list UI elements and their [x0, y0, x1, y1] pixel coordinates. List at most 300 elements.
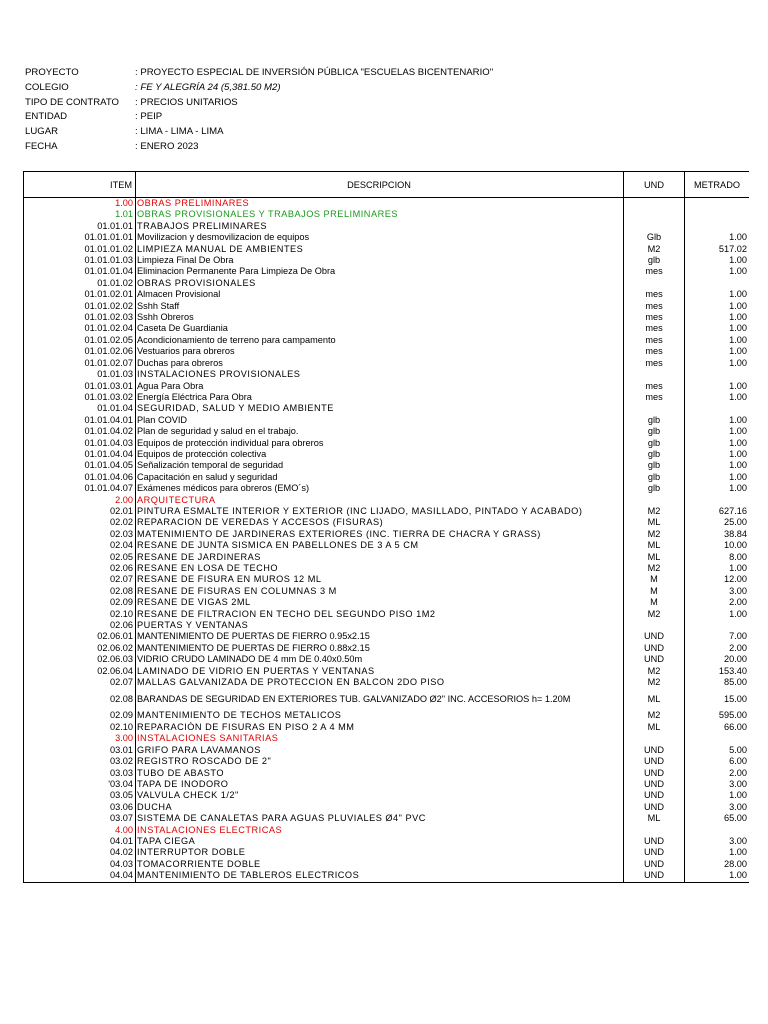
unit-cell: ML [624, 540, 685, 551]
table-row [24, 244, 750, 255]
description-cell: RESANE DE FILTRACION EN TECHO DEL SEGUNDO PISO 1M2 [136, 609, 624, 620]
metrado-cell: 153.40 [685, 666, 750, 677]
metrado-cell: 1.00 [685, 460, 750, 471]
metrado-cell [685, 825, 750, 836]
item-cell: 02.10 [24, 609, 136, 620]
item-cell: 01.01.01.01 [24, 232, 136, 243]
unit-cell: UND [624, 756, 685, 767]
metrado-cell [685, 369, 750, 380]
description-cell: PINTURA ESMALTE INTERIOR Y EXTERIOR (INC LIJADO, MASILLADO, PINTADO Y ACABADO) [136, 506, 624, 517]
unit-cell [624, 403, 685, 414]
unit-cell: ML [624, 552, 685, 563]
header-row [25, 66, 493, 81]
unit-cell: M2 [624, 609, 685, 620]
unit-cell: UND [624, 654, 685, 665]
item-cell: 03.01 [24, 745, 136, 756]
description-cell: Caseta De Guardiania [136, 323, 624, 334]
description-cell: Plan COVID [136, 415, 624, 426]
unit-cell: UND [624, 836, 685, 847]
unit-cell: M [624, 586, 685, 597]
unit-cell: ML [624, 813, 685, 824]
metrado-cell: 1.00 [685, 415, 750, 426]
table-row [24, 438, 750, 449]
unit-cell [624, 495, 685, 506]
item-cell: 02.06.02 [24, 643, 136, 654]
item-cell: 03.07 [24, 813, 136, 824]
metrado-cell [685, 620, 750, 631]
table-row [24, 289, 750, 300]
unit-cell: mes [624, 312, 685, 323]
description-cell: REPARACION DE VEREDAS Y ACCESOS (FISURAS) [136, 517, 624, 528]
metrado-cell: 3.00 [685, 779, 750, 790]
unit-cell: glb [624, 483, 685, 494]
metrado-cell [685, 733, 750, 744]
item-cell: 02.09 [24, 597, 136, 608]
description-cell: ARQUITECTURA [136, 495, 624, 506]
unit-cell: UND [624, 745, 685, 756]
metrado-cell: 2.00 [685, 597, 750, 608]
table-row [24, 620, 750, 631]
item-cell: 01.01.02.03 [24, 312, 136, 323]
unit-cell [624, 209, 685, 220]
metrado-cell: 1.00 [685, 472, 750, 483]
table-row [24, 221, 750, 232]
description-cell: PUERTAS Y VENTANAS [136, 620, 624, 631]
metrado-cell: 1.00 [685, 232, 750, 243]
item-cell: 1.01 [24, 209, 136, 220]
item-cell: 03.06 [24, 802, 136, 813]
unit-cell: M2 [624, 244, 685, 255]
metrado-cell: 8.00 [685, 552, 750, 563]
table-row [24, 813, 750, 824]
table-row [24, 517, 750, 528]
metrado-cell: 7.00 [685, 631, 750, 642]
metrado-cell: 1.00 [685, 301, 750, 312]
metrado-cell: 6.00 [685, 756, 750, 767]
description-cell: LIMPIEZA MANUAL DE AMBIENTES [136, 244, 624, 255]
metrado-cell: 65.00 [685, 813, 750, 824]
table-row [24, 506, 750, 517]
metrado-cell [685, 209, 750, 220]
metrado-cell [685, 403, 750, 414]
unit-cell: UND [624, 802, 685, 813]
description-cell: TUBO DE ABASTO [136, 768, 624, 779]
unit-cell [624, 825, 685, 836]
description-cell: RESANE DE VIGAS 2ML [136, 597, 624, 608]
unit-cell: UND [624, 643, 685, 654]
header-row [25, 96, 493, 111]
item-cell: 02.03 [24, 529, 136, 540]
item-cell: 01.01.04.02 [24, 426, 136, 437]
unit-cell: glb [624, 449, 685, 460]
table-row [24, 643, 750, 654]
metrado-cell [685, 198, 750, 210]
header-label: TIPO DE CONTRATO [25, 96, 119, 108]
header-label: ENTIDAD [25, 111, 68, 123]
metrado-cell: 1.00 [685, 870, 750, 882]
item-cell: 03.02 [24, 756, 136, 767]
item-cell: 01.01.02.07 [24, 358, 136, 369]
item-cell: 01.01.02.04 [24, 323, 136, 334]
unit-cell: M2 [624, 666, 685, 677]
header-value: : PROYECTO ESPECIAL DE INVERSIÓN PÚBLICA "ESCUELAS BICENTENARIO" [135, 67, 494, 78]
unit-cell [624, 278, 685, 289]
description-cell: Duchas para obreros [136, 358, 624, 369]
description-cell: INTERRUPTOR DOBLE [136, 847, 624, 858]
header-value: : PEIP [135, 111, 163, 123]
description-cell: TAPA CIEGA [136, 836, 624, 847]
description-cell: RESANE EN LOSA DE TECHO [136, 563, 624, 574]
description-cell: REPARACIÓN DE FISURAS EN PISO 2 A 4 MM [136, 722, 624, 733]
table-row [24, 381, 750, 392]
metrado-cell: 28.00 [685, 859, 750, 870]
unit-cell: mes [624, 381, 685, 392]
item-cell: 01.01.02 [24, 278, 136, 289]
metrado-cell: 1.00 [685, 358, 750, 369]
description-cell: Equipos de protección individual para obreros [136, 438, 624, 449]
item-cell: 02.04 [24, 540, 136, 551]
item-cell: 04.01 [24, 836, 136, 847]
item-cell: 01.01.02.05 [24, 335, 136, 346]
item-cell: 01.01.04.05 [24, 460, 136, 471]
table-row [24, 415, 750, 426]
unit-cell: ML [624, 722, 685, 733]
metrado-cell: 3.00 [685, 836, 750, 847]
table-row [24, 209, 750, 220]
unit-cell: M2 [624, 506, 685, 517]
metrado-cell: 1.00 [685, 392, 750, 403]
metrado-cell: 66.00 [685, 722, 750, 733]
description-cell: INSTALACIONES PROVISIONALES [136, 369, 624, 380]
description-cell: Eliminacion Permanente Para Limpieza De Obra [136, 266, 624, 277]
table-row [24, 312, 750, 323]
unit-cell: ML [624, 688, 685, 710]
header-row [25, 81, 493, 96]
description-cell: RESANE DE JARDINERAS [136, 552, 624, 563]
description-cell: Limpieza Final De Obra [136, 255, 624, 266]
unit-cell: glb [624, 255, 685, 266]
metrado-cell: 1.00 [685, 323, 750, 334]
table-row [24, 768, 750, 779]
header-label: COLEGIO [25, 81, 69, 93]
header-label: PROYECTO [25, 67, 79, 78]
table-row [24, 278, 750, 289]
item-cell: 02.06.04 [24, 666, 136, 677]
table-row [24, 825, 750, 836]
unit-cell: UND [624, 768, 685, 779]
description-cell: Sshh Obreros [136, 312, 624, 323]
metrado-cell: 10.00 [685, 540, 750, 551]
table-row [24, 232, 750, 243]
item-cell: 01.01.01 [24, 221, 136, 232]
description-cell: TRABAJOS PRELIMINARES [136, 221, 624, 232]
item-cell: 01.01.02.06 [24, 346, 136, 357]
item-cell: 01.01.01.04 [24, 266, 136, 277]
item-cell: 02.06.03 [24, 654, 136, 665]
table-row [24, 802, 750, 813]
metrado-cell: 3.00 [685, 586, 750, 597]
table-row [24, 449, 750, 460]
unit-cell [624, 221, 685, 232]
unit-cell: glb [624, 460, 685, 471]
unit-cell: glb [624, 438, 685, 449]
unit-cell: mes [624, 392, 685, 403]
unit-cell: UND [624, 790, 685, 801]
metrado-cell: 1.00 [685, 847, 750, 858]
metrado-cell: 3.00 [685, 802, 750, 813]
description-cell: INSTALACIONES ELECTRICAS [136, 825, 624, 836]
description-cell: LAMINADO DE VIDRIO EN PUERTAS Y VENTANAS [136, 666, 624, 677]
table-row [24, 529, 750, 540]
item-cell: 02.06.01 [24, 631, 136, 642]
table-row [24, 323, 750, 334]
item-cell: 2.00 [24, 495, 136, 506]
item-cell: 03.03 [24, 768, 136, 779]
metrado-cell: 2.00 [685, 643, 750, 654]
item-cell: 01.01.02.02 [24, 301, 136, 312]
item-cell: 04.02 [24, 847, 136, 858]
metrado-cell: 1.00 [685, 563, 750, 574]
metrado-cell: 1.00 [685, 438, 750, 449]
item-cell: 1.00 [24, 198, 136, 210]
table-row [24, 847, 750, 858]
metrado-cell [685, 278, 750, 289]
table-row [24, 859, 750, 870]
description-cell: INSTALACIONES SANITARIAS [136, 733, 624, 744]
column-header-metrado: METRADO [685, 172, 750, 198]
item-cell: 01.01.04.04 [24, 449, 136, 460]
description-cell: TAPA DE INODORO [136, 779, 624, 790]
table-row [24, 790, 750, 801]
unit-cell: UND [624, 631, 685, 642]
column-header-unit: UND [624, 172, 685, 198]
item-cell: 02.01 [24, 506, 136, 517]
item-cell: 01.01.02.01 [24, 289, 136, 300]
item-cell: 01.01.04.07 [24, 483, 136, 494]
table-row [24, 722, 750, 733]
item-cell: 02.05 [24, 552, 136, 563]
header-label: FECHA [25, 140, 58, 152]
unit-cell: M2 [624, 710, 685, 721]
description-cell: Plan de seguridad y salud en el trabajo. [136, 426, 624, 437]
description-cell: Acondicionamiento de terreno para campamento [136, 335, 624, 346]
metrado-cell: 627.16 [685, 506, 750, 517]
description-cell: BARANDAS DE SEGURIDAD EN EXTERIORES TUB. GALVANIZADO Ø2" INC. ACCESORIOS h= 1.20M [136, 688, 624, 710]
description-cell: SEGURIDAD, SALUD Y MEDIO AMBIENTE [136, 403, 624, 414]
item-cell: 02.07 [24, 574, 136, 585]
metrado-cell: 38.84 [685, 529, 750, 540]
item-cell: 01.01.03.02 [24, 392, 136, 403]
budget-table [23, 171, 749, 883]
table-row [24, 392, 750, 403]
table-row [24, 836, 750, 847]
item-cell: 02.08 [24, 586, 136, 597]
table-row [24, 403, 750, 414]
item-cell: 01.01.04.06 [24, 472, 136, 483]
description-cell: Señalización temporal de seguridad [136, 460, 624, 471]
description-cell: Movilizacion y desmovilizacion de equipos [136, 232, 624, 243]
table-row [24, 870, 750, 882]
description-cell: Sshh Staff [136, 301, 624, 312]
metrado-cell: 15.00 [685, 688, 750, 710]
item-cell: 4.00 [24, 825, 136, 836]
description-cell: SISTEMA DE CANALETAS PARA AGUAS PLUVIALES Ø4" PVC [136, 813, 624, 824]
metrado-cell: 1.00 [685, 289, 750, 300]
metrado-cell: 85.00 [685, 677, 750, 688]
description-cell: Capacitación en salud y seguridad [136, 472, 624, 483]
unit-cell [624, 620, 685, 631]
header-row [25, 140, 493, 155]
unit-cell: UND [624, 779, 685, 790]
table-row [24, 597, 750, 608]
description-cell: Agua Para Obra [136, 381, 624, 392]
item-cell: 01.01.01.03 [24, 255, 136, 266]
table-row [24, 688, 750, 710]
metrado-cell: 25.00 [685, 517, 750, 528]
unit-cell: mes [624, 301, 685, 312]
description-cell: Almacen Provisional [136, 289, 624, 300]
metrado-cell [685, 495, 750, 506]
table-row [24, 779, 750, 790]
table-header-row [24, 172, 750, 198]
project-header [25, 66, 493, 155]
description-cell: Equipos de protección colectiva [136, 449, 624, 460]
unit-cell: Glb [624, 232, 685, 243]
metrado-cell: 20.00 [685, 654, 750, 665]
metrado-cell: 1.00 [685, 449, 750, 460]
unit-cell: ML [624, 517, 685, 528]
unit-cell: M [624, 574, 685, 585]
description-cell: DUCHA [136, 802, 624, 813]
table-row [24, 301, 750, 312]
metrado-cell: 1.00 [685, 266, 750, 277]
metrado-cell: 1.00 [685, 346, 750, 357]
table-row [24, 335, 750, 346]
column-header-description: DESCRIPCION [136, 172, 624, 198]
unit-cell: M2 [624, 677, 685, 688]
table-row [24, 745, 750, 756]
unit-cell: mes [624, 266, 685, 277]
metrado-cell: 1.00 [685, 255, 750, 266]
description-cell: VALVULA CHECK 1/2" [136, 790, 624, 801]
metrado-cell: 12.00 [685, 574, 750, 585]
description-cell: RESANE DE JUNTA SISMICA EN PABELLONES DE 3 A 5 CM [136, 540, 624, 551]
column-header-item: ITEM [24, 172, 136, 198]
description-cell: MANTENIMIENTO DE TABLEROS ELECTRICOS [136, 870, 624, 882]
metrado-cell: 1.00 [685, 609, 750, 620]
description-cell: REGISTRO ROSCADO DE 2" [136, 756, 624, 767]
metrado-cell: 5.00 [685, 745, 750, 756]
description-cell: OBRAS PRELIMINARES [136, 198, 624, 210]
table-row [24, 369, 750, 380]
item-cell: 01.01.03.01 [24, 381, 136, 392]
unit-cell: UND [624, 847, 685, 858]
table-row [24, 733, 750, 744]
table-row [24, 552, 750, 563]
table-row [24, 255, 750, 266]
table-row [24, 198, 750, 210]
unit-cell: M2 [624, 529, 685, 540]
item-cell: 02.08 [24, 688, 136, 710]
unit-cell: UND [624, 870, 685, 882]
unit-cell: mes [624, 335, 685, 346]
table-row [24, 609, 750, 620]
unit-cell: M2 [624, 563, 685, 574]
metrado-cell: 1.00 [685, 312, 750, 323]
description-cell: Energía Eléctrica Para Obra [136, 392, 624, 403]
unit-cell: UND [624, 859, 685, 870]
item-cell: 02.06 [24, 620, 136, 631]
table-row [24, 563, 750, 574]
table-row [24, 756, 750, 767]
unit-cell [624, 369, 685, 380]
unit-cell: mes [624, 358, 685, 369]
unit-cell: mes [624, 289, 685, 300]
description-cell: OBRAS PROVISIONALES [136, 278, 624, 289]
metrado-cell: 1.00 [685, 790, 750, 801]
table-row [24, 483, 750, 494]
metrado-cell: 1.00 [685, 483, 750, 494]
item-cell: 04.04 [24, 870, 136, 882]
description-cell: Exámenes médicos para obreros (EMO´s) [136, 483, 624, 494]
header-row [25, 110, 493, 125]
unit-cell: glb [624, 426, 685, 437]
metrado-cell: 595.00 [685, 710, 750, 721]
description-cell: RESANE DE FISURA EN MUROS 12 ML [136, 574, 624, 585]
unit-cell: glb [624, 415, 685, 426]
description-cell: RESANE DE FISURAS EN COLUMNAS 3 M [136, 586, 624, 597]
item-cell: 01.01.04.01 [24, 415, 136, 426]
metrado-cell: 1.00 [685, 335, 750, 346]
item-cell: 04.03 [24, 859, 136, 870]
header-row [25, 125, 493, 140]
unit-cell [624, 198, 685, 210]
table-row [24, 460, 750, 471]
item-cell: 02.10 [24, 722, 136, 733]
table-row [24, 426, 750, 437]
metrado-cell: 1.00 [685, 426, 750, 437]
unit-cell: mes [624, 323, 685, 334]
item-cell: 02.09 [24, 710, 136, 721]
unit-cell: M [624, 597, 685, 608]
item-cell: 01.01.04.03 [24, 438, 136, 449]
description-cell: Vestuarios para obreros [136, 346, 624, 357]
header-value: : ENERO 2023 [135, 140, 199, 152]
table-row [24, 631, 750, 642]
header-value: : PRECIOS UNITARIOS [135, 96, 238, 108]
header-value: : FE Y ALEGRÍA 24 (5,381.50 M2) [135, 81, 281, 93]
table-row [24, 266, 750, 277]
item-cell: '03.04 [24, 779, 136, 790]
description-cell: MALLAS GALVANIZADA DE PROTECCION EN BALCON 2DO PISO [136, 677, 624, 688]
table-row [24, 472, 750, 483]
metrado-cell: 1.00 [685, 381, 750, 392]
table-row [24, 358, 750, 369]
item-cell: 01.01.03 [24, 369, 136, 380]
metrado-cell: 2.00 [685, 768, 750, 779]
item-cell: 02.06 [24, 563, 136, 574]
item-cell: 3.00 [24, 733, 136, 744]
table-row [24, 677, 750, 688]
table-row [24, 710, 750, 721]
description-cell: TOMACORRIENTE DOBLE [136, 859, 624, 870]
item-cell: 02.02 [24, 517, 136, 528]
table-row [24, 495, 750, 506]
description-cell: VIDRIO CRUDO LAMINADO DE 4 mm DE 0.40x0.50m [136, 654, 624, 665]
header-value: : LIMA - LIMA - LIMA [135, 126, 224, 138]
header-label: LUGAR [25, 126, 59, 138]
description-cell: MANTENIMIENTO DE PUERTAS DE FIERRO 0.95x2.15 [136, 631, 624, 642]
